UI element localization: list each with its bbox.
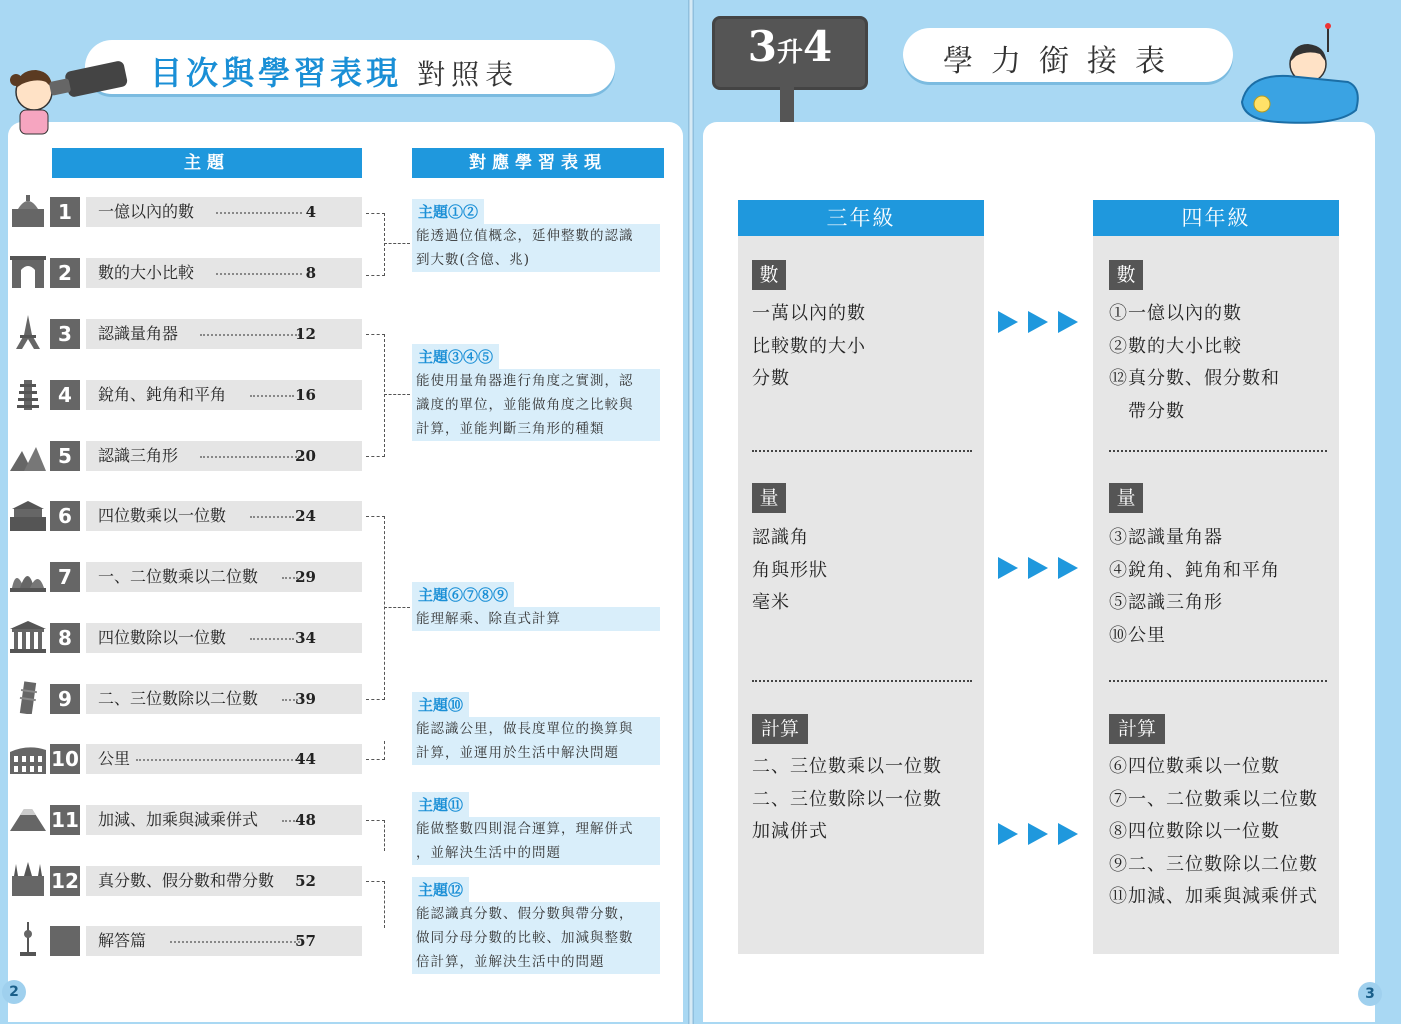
performance-label: 主題⑫ <box>412 877 469 902</box>
bracket-connector <box>366 820 385 851</box>
connector-stub <box>384 243 410 244</box>
pagoda-icon <box>10 376 46 410</box>
toc-row-number: 9 <box>50 684 80 714</box>
column-header-topic: 主題 <box>52 148 362 178</box>
performance-line: 能理解乘、除直式計算 <box>416 611 561 627</box>
grade3-item: 分數 <box>752 368 790 389</box>
toc-leader <box>216 273 302 275</box>
toc-row[interactable] <box>10 380 364 410</box>
toc-row-title: 四位數除以一位數 <box>98 628 227 647</box>
grade4-number-list <box>1109 298 1280 428</box>
toc-leader <box>250 516 294 518</box>
boy-bumper-car-icon <box>1238 22 1363 132</box>
toc-row[interactable] <box>10 501 364 531</box>
toc-row-page: 34 <box>295 629 316 647</box>
grade4-quantity-list <box>1109 522 1280 652</box>
category-quantity-label: 量 <box>752 483 786 513</box>
toc-row-title: 四位數乘以一位數 <box>98 506 227 525</box>
page-number-right: 3 <box>1358 982 1382 1006</box>
toc-leader <box>250 638 294 640</box>
triple-arrow-icon <box>996 555 1086 581</box>
performance-block <box>412 344 660 441</box>
toc-row-title: 銳角、鈍角和平角 <box>98 385 227 404</box>
category-number-label: 數 <box>1109 260 1143 290</box>
performance-label: 主題⑥⑦⑧⑨ <box>412 582 514 607</box>
category-number-label: 數 <box>752 260 786 290</box>
leaning-tower-icon <box>10 680 46 714</box>
grade4-item: ⑧四位數除以一位數 <box>1109 821 1280 842</box>
grade4-item: ⑩公里 <box>1109 624 1166 646</box>
book-gutter <box>688 0 694 1024</box>
performance-line: 到大數(含億、兆) <box>416 252 531 268</box>
toc-row-title: 解答篇 <box>98 931 147 950</box>
grade4-item: ⑤認識三角形 <box>1109 592 1223 613</box>
grade4-item: ③認識量角器 <box>1109 527 1223 548</box>
sign-arrow-word: 升 <box>776 38 803 68</box>
performance-block <box>412 692 660 765</box>
toc-row-title: 認識量角器 <box>98 324 179 343</box>
toc-row-number: 12 <box>50 866 80 896</box>
performance-line: 能透過位值概念，延伸整數的認識 <box>416 228 634 244</box>
toc-leader <box>216 212 302 214</box>
bracket-connector <box>366 741 385 760</box>
performance-line: 倍計算，並解決生活中的問題 <box>416 954 605 970</box>
page-number-left: 2 <box>2 980 26 1004</box>
performance-block <box>412 792 660 865</box>
toc-row-page: 8 <box>305 264 316 282</box>
toc-row-page: 57 <box>295 932 316 950</box>
girl-telescope-icon <box>6 58 134 138</box>
toc-row-number: 3 <box>50 319 80 349</box>
left-title-sub: 對照表 <box>417 58 520 91</box>
palace-gate-icon <box>10 497 46 531</box>
opera-house-icon <box>10 558 46 592</box>
toc-row-title: 數的大小比較 <box>98 263 195 282</box>
toc-row[interactable] <box>10 562 364 592</box>
section-divider <box>752 680 972 682</box>
gothic-cathedral-icon <box>10 862 46 896</box>
performance-line: 識度的單位，並能做角度之比較與 <box>416 397 634 413</box>
mount-fuji-icon <box>10 801 46 835</box>
grade3-item: 認識角 <box>752 527 809 548</box>
category-calc-label: 計算 <box>1109 714 1165 744</box>
category-calc-label: 計算 <box>752 714 808 744</box>
toc-row[interactable] <box>10 926 364 956</box>
grade3-item: 毫米 <box>752 592 790 613</box>
grade3-calc-list <box>752 751 942 849</box>
performance-text <box>412 902 660 974</box>
toc-row-title: 一億以內的數 <box>98 202 195 221</box>
toc-row[interactable] <box>10 684 364 714</box>
connector-stub <box>384 394 410 395</box>
grade4-item: ②數的大小比較 <box>1109 335 1242 357</box>
performance-label: 主題⑩ <box>412 692 469 717</box>
parthenon-icon <box>10 619 46 653</box>
grade3-quantity-list <box>752 522 828 620</box>
toc-row-number: 7 <box>50 562 80 592</box>
toc-row-number: 1 <box>50 197 80 227</box>
toc-row-page: 24 <box>295 507 316 525</box>
toc-row-number <box>50 926 80 956</box>
toc-leader <box>170 941 300 943</box>
toc-row[interactable] <box>10 805 364 835</box>
colosseum-icon <box>10 740 46 774</box>
toc-row-title: 一、二位數乘以二位數 <box>98 567 259 586</box>
toc-row-page: 44 <box>295 750 316 768</box>
performance-line: 計算，並能判斷三角形的種類 <box>416 421 605 437</box>
triple-arrow-icon <box>996 821 1086 847</box>
toc-row-number: 11 <box>50 805 80 835</box>
toc-leader <box>200 456 300 458</box>
section-divider <box>752 450 972 452</box>
grade4-item: ⑪加減、加乘與減乘併式 <box>1109 886 1318 907</box>
cathedral-dome-icon <box>10 193 46 227</box>
performance-text <box>412 369 660 441</box>
performance-line: 能認識公里，做長度單位的換算與 <box>416 721 634 737</box>
performance-line: 做同分母分數的比較、加減與整數 <box>416 930 634 946</box>
performance-text <box>412 224 660 272</box>
column-header-performance: 對應學習表現 <box>412 148 664 178</box>
toc-row[interactable] <box>10 866 364 896</box>
performance-label: 主題③④⑤ <box>412 344 499 369</box>
left-page-title <box>150 48 519 94</box>
toc-leader <box>250 395 294 397</box>
category-quantity-label: 量 <box>1109 483 1143 513</box>
toc-row-page: 4 <box>305 203 316 221</box>
performance-line: 計算，並運用於生活中解決問題 <box>416 745 619 761</box>
eiffel-tower-icon <box>10 315 46 349</box>
grade4-item: ⑦一、二位數乘以二位數 <box>1109 788 1318 810</box>
performance-text <box>412 717 660 765</box>
toc-row-page: 48 <box>295 811 316 829</box>
grade3-item: 一萬以內的數 <box>752 303 866 324</box>
toc-row-page: 52 <box>295 872 316 890</box>
bracket-connector <box>366 213 385 276</box>
grade4-item: ⑨二、三位數除以二位數 <box>1109 853 1318 875</box>
performance-line: 能認識真分數、假分數與帶分數， <box>416 906 634 922</box>
toc-row-title: 認識三角形 <box>98 446 179 465</box>
grade-sign-text <box>712 22 868 71</box>
toc-leader <box>136 759 300 761</box>
toc-row-page: 20 <box>295 447 316 465</box>
grade4-item: ①一億以內的數 <box>1109 303 1242 324</box>
toc-row[interactable] <box>10 319 364 349</box>
toc-row-number: 10 <box>50 744 80 774</box>
bracket-connector <box>366 881 385 928</box>
performance-block <box>412 877 660 974</box>
toc-row[interactable] <box>10 623 364 653</box>
section-divider <box>1109 450 1327 452</box>
grade3-item: 二、三位數除以一位數 <box>752 788 942 810</box>
connector-stub <box>384 607 410 608</box>
performance-text <box>412 817 660 865</box>
section-divider <box>1109 680 1327 682</box>
toc-row-title: 真分數、假分數和帶分數 <box>98 871 275 890</box>
left-title-main: 目次與學習表現 <box>150 54 403 92</box>
tv-tower-icon <box>10 922 46 956</box>
performance-line: 能做整數四則混合運算，理解併式 <box>416 821 634 837</box>
grade4-item: ④銳角、鈍角和平角 <box>1109 559 1280 581</box>
triple-arrow-icon <box>996 309 1086 335</box>
toc-row-number: 2 <box>50 258 80 288</box>
toc-row-title: 加減、加乘與減乘併式 <box>98 810 259 829</box>
sign-grade-to: 4 <box>803 22 833 71</box>
toc-leader <box>200 334 300 336</box>
grade4-calc-list <box>1109 751 1318 914</box>
toc-row-page: 12 <box>295 325 316 343</box>
grade3-item: 比較數的大小 <box>752 335 866 357</box>
bracket-connector <box>366 516 385 700</box>
toc-row-number: 6 <box>50 501 80 531</box>
toc-row-title: 二、三位數除以二位數 <box>98 689 259 708</box>
toc-row[interactable] <box>10 258 364 288</box>
grade4-item: ⑥四位數乘以一位數 <box>1109 756 1280 777</box>
grade3-number-list <box>752 298 866 396</box>
performance-line: 能使用量角器進行角度之實測，認 <box>416 373 634 389</box>
toc-row-number: 8 <box>50 623 80 653</box>
toc-row-page: 16 <box>295 386 316 404</box>
bracket-connector <box>366 334 385 457</box>
toc-row-page: 29 <box>295 568 316 586</box>
grade4-item: ⑫真分數、假分數和 <box>1109 368 1280 389</box>
sign-grade-from: 3 <box>747 22 777 71</box>
toc-row-title: 公里 <box>98 749 131 768</box>
toc-row-number: 4 <box>50 380 80 410</box>
toc-row[interactable] <box>10 744 364 774</box>
toc-row-number: 5 <box>50 441 80 471</box>
performance-line: ，並解決生活中的問題 <box>416 845 561 861</box>
toc-row[interactable] <box>10 197 364 227</box>
pyramids-icon <box>10 437 46 471</box>
performance-label: 主題①② <box>412 199 484 224</box>
grade4-header: 四年級 <box>1093 200 1339 236</box>
toc-row[interactable] <box>10 441 364 471</box>
performance-block <box>412 199 660 272</box>
grade3-item: 角與形狀 <box>752 559 828 581</box>
grade3-item: 加減併式 <box>752 821 828 842</box>
sign-post <box>780 86 794 122</box>
grade3-header: 三年級 <box>738 200 984 236</box>
performance-label: 主題⑪ <box>412 792 469 817</box>
performance-text <box>412 607 660 631</box>
performance-block <box>412 582 660 631</box>
grade3-item: 二、三位數乘以一位數 <box>752 756 942 777</box>
right-page-title: 學力銜接表 <box>943 44 1183 79</box>
grade4-item: 帶分數 <box>1109 400 1185 422</box>
arch-gate-icon <box>10 254 46 288</box>
toc-row-page: 39 <box>295 690 316 708</box>
